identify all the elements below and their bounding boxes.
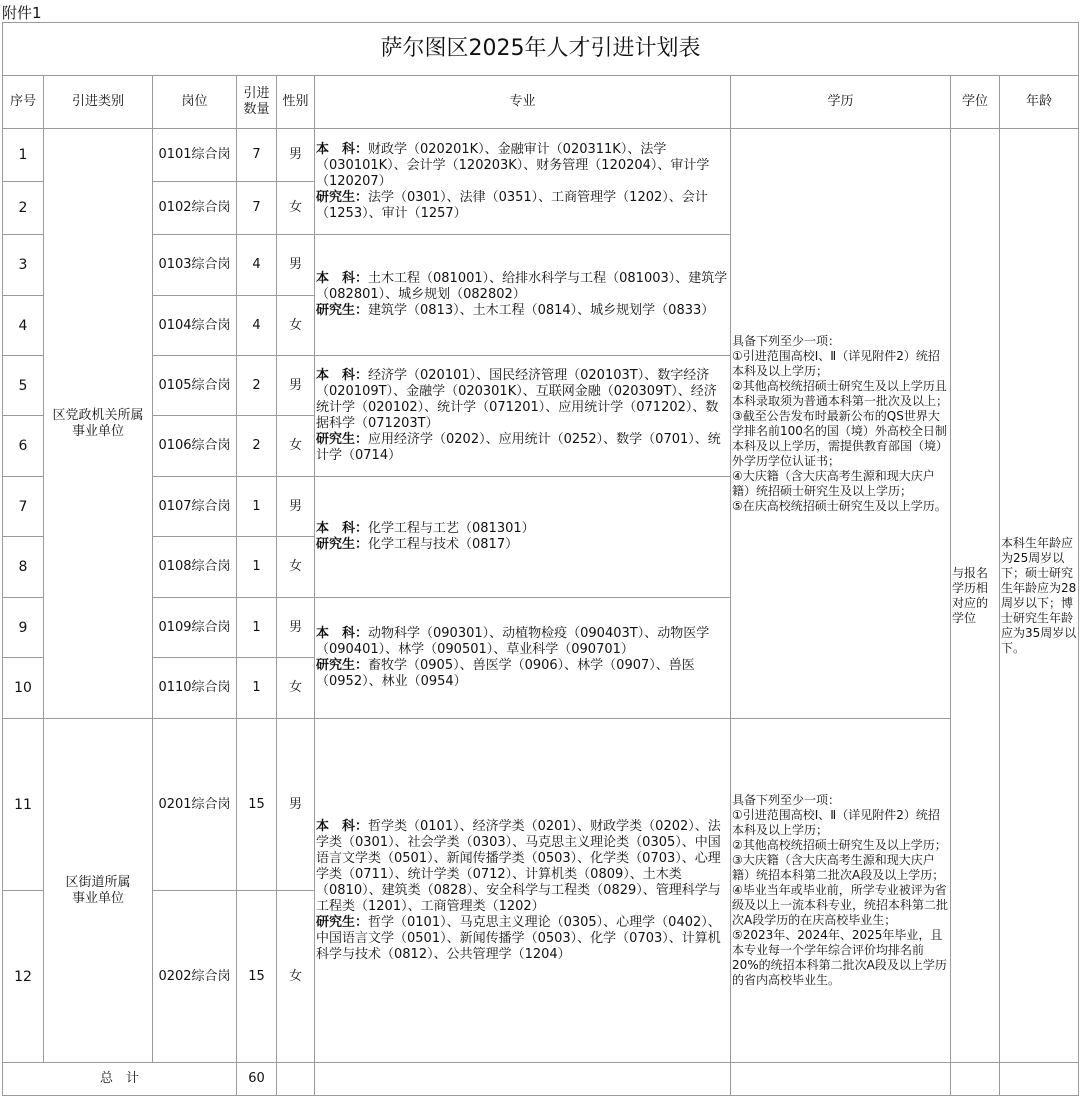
undergrad-label: 本 科：: [316, 521, 369, 536]
row-seq: 6: [3, 416, 44, 477]
header-degree: 学位: [951, 76, 1000, 129]
grad-majors: 哲学（0101）、马克思主义理论（0305）、心理学（0402）、中国语言文学（0501）、新闻传播学（0503）、化学（0703）、计算机科学与技术（0812）、公共管理学（1204）: [316, 914, 721, 962]
row-gender: 女: [277, 891, 315, 1063]
grad-majors: 畜牧学（0905）、兽医学（0906）、林学（0907）、兽医（0952）、林业（0954）: [316, 658, 695, 689]
row-position: 0103综合岗: [153, 235, 237, 296]
empty-cell: [731, 1063, 951, 1096]
header-count-line2: 数量: [243, 102, 270, 117]
row-position: 0107综合岗: [153, 477, 237, 537]
row-count: 2: [237, 356, 277, 416]
header-seq: 序号: [3, 76, 44, 129]
row-gender: 男: [277, 129, 315, 182]
row-count: 15: [237, 719, 277, 891]
row-position: 0106综合岗: [153, 416, 237, 477]
header-row: [3, 76, 1079, 129]
row-seq: 1: [3, 129, 44, 182]
row-position: 0101综合岗: [153, 129, 237, 182]
row-count: 7: [237, 182, 277, 235]
row-count: 7: [237, 129, 277, 182]
header-count: [237, 76, 277, 129]
row-gender: 男: [277, 719, 315, 891]
row-count: 15: [237, 891, 277, 1063]
table-title: 萨尔图区2025年人才引进计划表: [3, 23, 1079, 76]
row-gender: 男: [277, 356, 315, 416]
row-position: 0102综合岗: [153, 182, 237, 235]
education-item: ③截至公告发布时最新公布的QS世界大学排名前100名的国（境）外高校全日制本科及以上学历，需提供教育部国（境）外学历学位认证书；: [732, 408, 949, 468]
grad-label: 研究生：: [316, 432, 369, 447]
education-item: ④大庆籍（含大庆高考生源和现大庆户籍）统招硕士研究生及以上学历；: [732, 468, 935, 498]
grad-label: 研究生：: [316, 189, 369, 205]
table-row: [3, 719, 1079, 891]
undergrad-label: 本 科：: [316, 271, 369, 286]
grad-label: 研究生：: [316, 658, 369, 673]
row-seq: 9: [3, 598, 44, 658]
header-gender: 性别: [277, 76, 315, 129]
undergrad-label: 本 科：: [316, 368, 369, 383]
empty-cell: [951, 1063, 1000, 1096]
major-cell: [315, 477, 731, 598]
education-item: ④毕业当年或毕业前，所学专业被评为省级及以上一流本科专业，统招本科第二批次A段学历的在庆高校毕业生；: [732, 883, 949, 927]
document-top-strip: [0, 0, 1080, 22]
grad-majors: 建筑学（0813）、土木工程（0814）、城乡规划学（0833）: [368, 303, 715, 318]
empty-cell: [277, 1063, 315, 1096]
category-line1: 区党政机关所属: [52, 407, 144, 423]
category-line2: 事业单位: [71, 890, 124, 906]
row-count: 1: [237, 598, 277, 658]
row-gender: 女: [277, 658, 315, 719]
row-gender: 女: [277, 416, 315, 477]
education-item: ⑤2023年、2024年、2025年毕业，且本专业每一个学年综合评价均排名前20%的统招本科第二批次A段及以上学历的省内高校毕业生。: [732, 928, 947, 987]
attachment-label: 附件1: [2, 4, 42, 22]
undergrad-majors: 土木工程（081001）、给排水科学与工程（081003）、建筑学（082801）、城乡规划（082802）: [316, 271, 728, 302]
major-cell: [315, 129, 731, 235]
education-cell: [731, 719, 951, 1063]
row-count: 1: [237, 658, 277, 719]
undergrad-label: 本 科：: [316, 818, 369, 834]
table-row: [3, 129, 1079, 182]
education-item: ②其他高校统招硕士研究生及以上学历；: [732, 838, 947, 852]
row-seq: 5: [3, 356, 44, 416]
row-gender: 女: [277, 296, 315, 356]
row-count: 1: [237, 477, 277, 537]
undergrad-majors: 经济学（020101）、国民经济管理（020103T）、数字经济（020109T）、金融学（020301K）、互联网金融（020309T）、经济统计学（020102）、统计学（071201）、应用统计学（071202）、数据科学（071203T）: [316, 368, 719, 431]
row-count: 4: [237, 296, 277, 356]
education-item: ①引进范围高校Ⅰ、Ⅱ（详见附件2）统招本科及以上学历；: [732, 348, 940, 378]
header-age: 年龄: [1000, 76, 1079, 129]
major-cell: [315, 719, 731, 1063]
row-position: 0104综合岗: [153, 296, 237, 356]
education-cell: [731, 129, 951, 719]
header-major: 专业: [315, 76, 731, 129]
row-position: 0110综合岗: [153, 658, 237, 719]
undergrad-label: 本 科：: [316, 626, 369, 641]
row-gender: 男: [277, 477, 315, 537]
row-seq: 10: [3, 658, 44, 719]
row-position: 0202综合岗: [153, 891, 237, 1063]
education-item: ③大庆籍（含大庆高考生源和现大庆户籍）统招本科第二批次A段及以上学历；: [732, 853, 945, 882]
grad-majors: 法学（0301）、法律（0351）、工商管理学（1202）、会计（1253）、审计（1257）: [316, 189, 708, 221]
header-category: 引进类别: [44, 76, 153, 129]
row-position: 0105综合岗: [153, 356, 237, 416]
degree-cell: 与报名学历相对应的学位: [951, 129, 1000, 1063]
row-position: 0109综合岗: [153, 598, 237, 658]
grad-majors: 应用经济学（0202）、应用统计（0252）、数学（0701）、统计学（0714）: [316, 432, 721, 463]
row-count: 1: [237, 537, 277, 598]
education-item: ⑤在庆高校统招硕士研究生及以上学历。: [732, 498, 947, 513]
grad-label: 研究生：: [316, 537, 369, 552]
total-label: 总 计: [3, 1063, 237, 1096]
total-row: [3, 1063, 1079, 1096]
row-seq: 7: [3, 477, 44, 537]
major-cell: [315, 356, 731, 477]
education-intro: 具备下列至少一项：: [732, 793, 841, 807]
category-cell: [44, 129, 153, 719]
age-cell: 本科生年龄应为25周岁以下；硕士研究生年龄应为28周岁以下；博士研究生年龄应为35周岁以下。: [1000, 129, 1079, 1063]
row-seq: 3: [3, 235, 44, 296]
undergrad-majors: 化学工程与工艺（081301）: [368, 521, 535, 536]
education-item: ②其他高校统招硕士研究生及以上学历且本科录取须为普通本科第一批次及以上；: [732, 378, 949, 408]
header-position: 岗位: [153, 76, 237, 129]
row-count: 4: [237, 235, 277, 296]
undergrad-label: 本 科：: [316, 141, 369, 157]
row-seq: 11: [3, 719, 44, 891]
undergrad-majors: 财政学（020201K）、金融审计（020311K）、法学（030101K）、会计学（120203K）、财务管理（120204）、审计学（120207）: [316, 141, 710, 189]
row-gender: 女: [277, 537, 315, 598]
talent-plan-table: [2, 22, 1079, 1096]
empty-cell: [1000, 1063, 1079, 1096]
category-line2: 事业单位: [71, 423, 124, 439]
row-count: 2: [237, 416, 277, 477]
row-gender: 男: [277, 598, 315, 658]
major-cell: [315, 598, 731, 719]
undergrad-majors: 哲学类（0101）、经济学类（0201）、财政学类（0202）、法学类（0301）、社会学类（0303）、马克思主义理论类（0305）、中国语言文学类（0501）、新闻传播学类（0503）、化学类（0703）、心理学类（0711）、统计学类（0712）、计算机类（0809）、土木类（0810）、建筑类（0828）、安全科学与工程类（0829）、管理科学与工程类（1201）、工商管理类（1202）: [316, 818, 721, 914]
major-cell: [315, 235, 731, 356]
header-count-line1: 引进: [243, 86, 270, 101]
total-count: 60: [237, 1063, 277, 1096]
empty-cell: [315, 1063, 731, 1096]
row-seq: 8: [3, 537, 44, 598]
category-line1: 区街道所属: [65, 874, 131, 890]
education-item: ①引进范围高校Ⅰ、Ⅱ（详见附件2）统招本科及以上学历；: [732, 808, 940, 837]
row-position: 0201综合岗: [153, 719, 237, 891]
row-gender: 女: [277, 182, 315, 235]
row-seq: 2: [3, 182, 44, 235]
row-seq: 12: [3, 891, 44, 1063]
header-education: 学历: [731, 76, 951, 129]
row-position: 0108综合岗: [153, 537, 237, 598]
category-cell: [44, 719, 153, 1063]
grad-majors: 化学工程与技术（0817）: [368, 537, 519, 552]
grad-label: 研究生：: [316, 914, 369, 930]
education-intro: 具备下列至少一项：: [732, 333, 841, 348]
row-seq: 4: [3, 296, 44, 356]
row-gender: 男: [277, 235, 315, 296]
grad-label: 研究生：: [316, 303, 369, 318]
undergrad-majors: 动物科学（090301）、动植物检疫（090403T）、动物医学（090401）、林学（090501）、草业科学（090701）: [316, 626, 710, 657]
